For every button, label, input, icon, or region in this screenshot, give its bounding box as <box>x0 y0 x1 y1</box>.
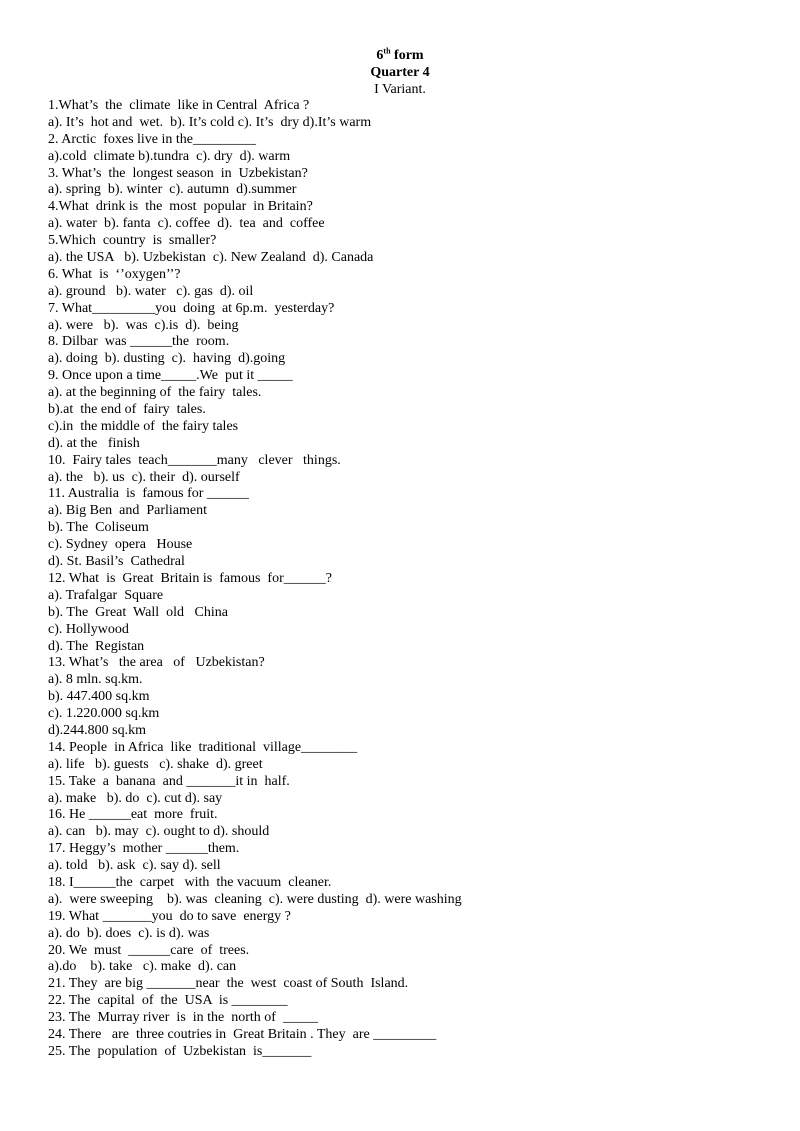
question-line: 13. What’s the area of Uzbekistan? <box>48 655 265 671</box>
variant-title: I Variant. <box>374 82 426 97</box>
form-title <box>0 47 800 64</box>
answer-options-line: a). Big Ben and Parliament <box>48 503 208 519</box>
worksheet-header <box>0 47 800 98</box>
answer-options-line: a). were sweeping b). was cleaning c). were dusting d). were washing <box>48 891 462 907</box>
answer-options-line: a). life b). guests c). shake d). greet <box>48 756 263 772</box>
answer-options-line: c). Sydney opera House <box>48 537 193 553</box>
answer-options-line: a). make b). do c). cut d). say <box>48 790 223 806</box>
answer-options-line: b). The Coliseum <box>48 520 149 536</box>
answer-options-line: a). doing b). dusting c). having d).going <box>48 351 286 367</box>
answer-options-line: b).at the end of fairy tales. <box>48 402 206 418</box>
question-line: 14. People in Africa like traditional village________ <box>48 739 358 755</box>
answer-options-line: c). 1.220.000 sq.km <box>48 706 160 722</box>
form-suffix: th <box>383 46 391 56</box>
answer-options-line: a). spring b). winter c). autumn d).summer <box>48 182 297 198</box>
question-line: 4.What drink is the most popular in Britain? <box>48 199 313 215</box>
question-line: 9. Once upon a time_____.We put it _____ <box>48 368 293 384</box>
question-line: 11. Australia is famous for ______ <box>48 486 249 502</box>
answer-options-line: a).cold climate b).tundra c). dry d). warm <box>48 148 291 164</box>
question-line: 16. He ______eat more fruit. <box>48 807 218 823</box>
answer-options-line: a). the b). us c). their d). ourself <box>48 469 240 485</box>
question-line: 8. Dilbar was ______the room. <box>48 334 230 350</box>
answer-options-line: d). at the finish <box>48 435 140 451</box>
answer-options-line: d). St. Basil’s Cathedral <box>48 554 185 570</box>
question-line: 1.What’s the climate like in Central Africa ? <box>48 98 310 113</box>
question-line: 7. What_________you doing at 6p.m. yesterday? <box>48 300 335 316</box>
question-line: 5.Which country is smaller? <box>48 233 217 249</box>
question-line: 2. Arctic foxes live in the_________ <box>48 131 257 147</box>
answer-options-line: d). The Registan <box>48 638 145 654</box>
form-number: 6 <box>376 48 384 63</box>
question-line: 24. There are three coutries in Great Britain . They are _________ <box>48 1026 437 1042</box>
answer-options-line: a). Trafalgar Square <box>48 587 164 603</box>
question-line: 23. The Murray river is in the north of _____ <box>48 1010 318 1026</box>
question-line: 17. Heggy’s mother ______them. <box>48 841 240 857</box>
answer-options-line: a). ground b). water c). gas d). oil <box>48 283 254 299</box>
answer-options-line: d).244.800 sq.km <box>48 722 146 738</box>
question-line: 6. What is ‘’oxygen’’? <box>48 266 181 282</box>
question-line: 10. Fairy tales teach_______many clever things. <box>48 452 341 468</box>
answer-options-line: a).do b). take c). make d). can <box>48 959 237 975</box>
answer-options-line: a). were b). was c).is d). being <box>48 317 239 333</box>
answer-options-line: a). water b). fanta c). coffee d). tea and coffee <box>48 216 325 232</box>
answer-options-line: a). 8 mln. sq.km. <box>48 672 143 688</box>
answer-options-line: a). do b). does c). is d). was <box>48 925 210 941</box>
question-line: 21. They are big _______near the west coast of South Island. <box>48 976 409 992</box>
question-line: 25. The population of Uzbekistan is_______ <box>48 1043 312 1059</box>
question-line: 3. What’s the longest season in Uzbekistan? <box>48 165 308 181</box>
question-line: 22. The capital of the USA is ________ <box>48 993 288 1009</box>
form-word: form <box>390 48 424 63</box>
question-line: 15. Take a banana and _______it in half. <box>48 773 290 789</box>
answer-options-line: c). Hollywood <box>48 621 129 637</box>
question-line: 19. What _______you do to save energy ? <box>48 908 291 924</box>
answer-options-line: a). told b). ask c). say d). sell <box>48 858 221 874</box>
question-list <box>48 98 768 1061</box>
answer-options-line: c).in the middle of the fairy tales <box>48 418 239 434</box>
answer-options-line: b). 447.400 sq.km <box>48 689 150 705</box>
answer-options-line: a). at the beginning of the fairy tales. <box>48 385 262 401</box>
answer-options-line: a). can b). may c). ought to d). should <box>48 824 270 840</box>
quarter-title: Quarter 4 <box>370 65 430 80</box>
question-line: 12. What is Great Britain is famous for______? <box>48 570 332 586</box>
answer-options-line: a). the USA b). Uzbekistan c). New Zealand d). Canada <box>48 250 374 266</box>
answer-options-line: b). The Great Wall old China <box>48 604 228 620</box>
question-line: 18. I______the carpet with the vacuum cleaner. <box>48 874 332 890</box>
answer-options-line: a). It’s hot and wet. b). It’s cold c). It’s dry d).It’s warm <box>48 114 372 130</box>
question-line: 20. We must ______care of trees. <box>48 942 250 958</box>
